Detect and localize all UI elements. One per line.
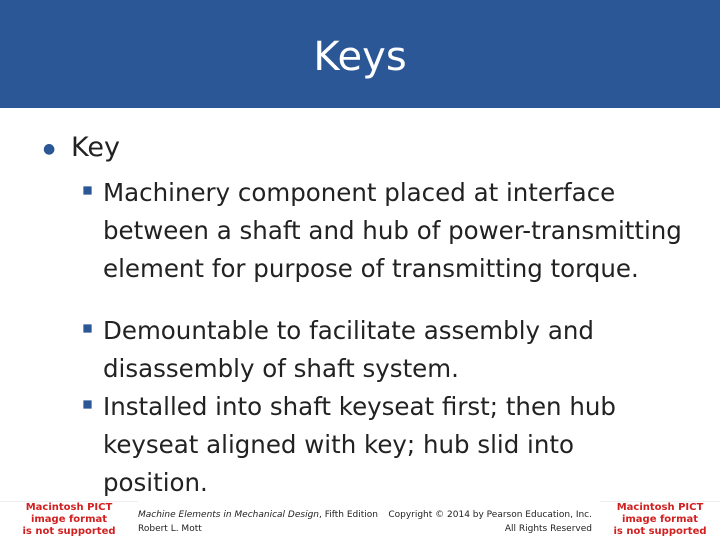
bullet-item-1: [82, 174, 682, 288]
placeholder-line: Macintosh PICT: [616, 502, 704, 513]
placeholder-line: is not supported: [613, 526, 707, 537]
placeholder-line: Macintosh PICT: [25, 502, 113, 513]
bullet-item-3: [82, 388, 682, 502]
footer-rights-text: All Rights Reserved: [504, 524, 592, 534]
unsupported-image-placeholder-left: [0, 501, 138, 541]
placeholder-line: image format: [30, 514, 108, 525]
footer-citation: [138, 508, 378, 536]
bullet-dot-icon: ●: [43, 141, 56, 157]
footer-copyright-text: Copyright © 2014 by Pearson Education, Inc.: [388, 510, 592, 520]
bullet-text-3: Installed into shaft keyseat first; then hub keyseat aligned with key; hub slid into position.: [103, 392, 616, 497]
bullet-square-icon: [83, 400, 91, 408]
footer-edition: , Fifth Edition: [318, 510, 378, 520]
level1-text: Key: [71, 132, 120, 163]
bullet-item-2: [82, 312, 682, 388]
placeholder-line: image format: [621, 514, 699, 525]
footer-copyright: [388, 508, 592, 536]
bullet-text-2: Demountable to facilitate assembly and disassembly of shaft system.: [103, 316, 594, 383]
bullet-square-icon: [83, 324, 91, 332]
placeholder-line: is not supported: [22, 526, 116, 537]
unsupported-image-placeholder-right: [600, 501, 720, 541]
footer-book-title: Machine Elements in Mechanical Design: [138, 510, 319, 520]
footer-book-line: [138, 508, 378, 522]
bullet-square-icon: [83, 186, 91, 194]
footer-author: Robert L. Mott: [138, 524, 202, 534]
bullet-text-1: Machinery component placed at interface between a shaft and hub of power-transmitting element for purpose of transmitting torque.: [103, 178, 682, 283]
level1-item: [43, 130, 120, 166]
slide-title: Keys: [313, 34, 407, 80]
